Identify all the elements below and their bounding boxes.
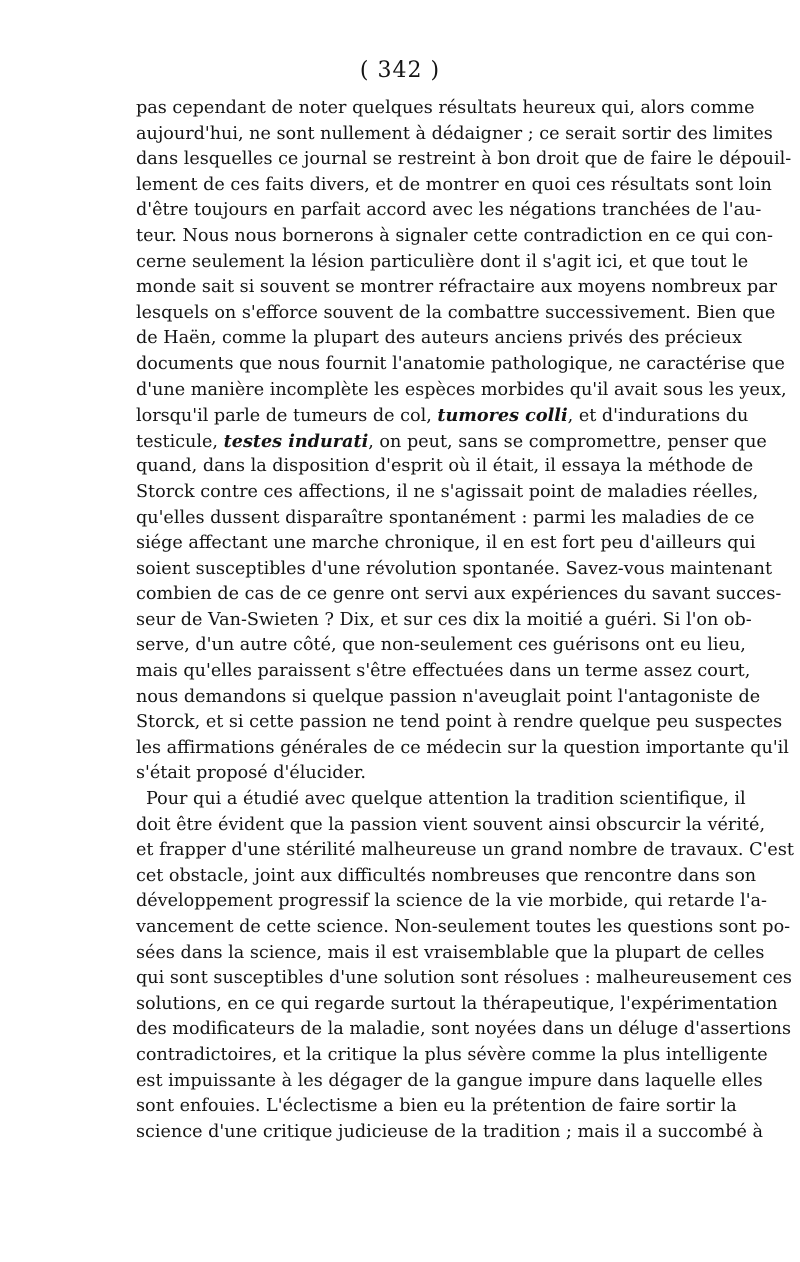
text-line [136,813,766,839]
text-segment: siége affectant une marche chronique, il en est fort peu d'ailleurs qui [136,533,756,554]
text-segment: Storck contre ces affections, il ne s'agissait point de maladies réelles, [136,481,759,502]
text-line [136,480,759,506]
text-segment: seur de Van-Swieten ? Dix, et sur ces dix la moitié a guéri. Si l'on ob- [136,609,752,630]
text-segment: qui sont susceptibles d'une solution sont résolues : malheureusement ces [136,968,792,989]
text-line [136,403,749,429]
text-line [136,864,757,890]
text-segment: s'était proposé d'élucider. [136,763,366,784]
text-segment: vancement de cette science. Non-seulement toutes les questions sont po- [136,917,791,937]
text-segment: dans lesquelles ce journal se restreint à bon droit que de faire le dépouil- [136,149,792,170]
text-line [136,582,782,608]
text-line [136,198,762,224]
text-line [136,250,749,276]
text-segment: lorsqu'il parle de tumeurs de col, [136,406,438,427]
text-segment: des modificateurs de la maladie, sont noyées dans un déluge d'assertions [136,1019,792,1040]
text-line [136,915,791,941]
text-segment: serve, d'un autre côté, que non-seulement ces guérisons ont eu lieu, [136,635,746,656]
text-line [136,1043,768,1069]
text-line [136,685,761,711]
text-line [136,633,746,659]
text-line [136,147,792,173]
text-line [136,966,792,992]
text-segment: et frapper d'une stérilité malheureuse un grand nombre de travaux. C'est [136,840,794,861]
text-line [136,787,746,813]
text-line [136,659,751,685]
text-segment: pas cependant de noter quelques résultats heureux qui, alors comme [136,98,755,118]
text-segment: lement de ces faits divers, et de montrer en quoi ces résultats sont loin [136,174,772,195]
text-line [136,173,772,199]
paragraph [136,96,792,787]
text-segment: science d'une critique judicieuse de la tradition ; mais il a succombé à [136,1121,764,1142]
text-line [136,889,767,915]
text-line [136,761,681,787]
text-line [136,736,789,762]
text-segment: Storck, et si cette passion ne tend point à rendre quelque peu suspectes [136,712,783,733]
text-line [136,1120,764,1146]
text-segment: documents que nous fournit l'anatomie pathologique, ne caractérise que [136,353,785,374]
text-segment: qu'elles dussent disparaître spontanément : parmi les maladies de ce [136,507,755,528]
latin-term: testes indurati [223,430,369,452]
text-segment: cet obstacle, joint aux difficultés nombreuses que rencontre dans son [136,865,757,886]
paragraph [136,787,794,1145]
text-segment: Pour qui a étudié avec quelque attention la tradition scientifique, il [146,789,746,810]
text-segment: nous demandons si quelque passion n'aveuglait point l'antagoniste de [136,686,761,707]
latin-term: tumores colli [437,405,568,427]
text-segment: d'être toujours en parfait accord avec les négations tranchées de l'au- [136,200,762,221]
text-segment: contradictoires, et la critique la plus sévère comme la plus intelligente [136,1044,768,1065]
text-segment: testicule, [136,431,224,452]
text-segment: aujourd'hui, ne sont nullement à dédaigner ; ce serait sortir des limites [136,123,773,144]
text-segment: quand, dans la disposition d'esprit où il était, il essaya la méthode de [136,456,754,477]
text-segment: sées dans la science, mais il est vraisemblable que la plupart de celles [136,942,765,963]
text-segment: d'une manière incomplète les espèces morbides qu'il avait sous les yeux, [136,379,787,400]
text-line [136,1069,763,1095]
text-segment: cerne seulement la lésion particulière dont il s'agit ici, et que tout le [136,251,749,272]
text-line [136,557,773,583]
text-segment: les affirmations générales de ce médecin sur la question importante qu'il [136,737,789,758]
text-line [136,224,773,250]
text-segment: sont enfouies. L'éclectisme a bien eu la prétention de faire sortir la [136,1096,737,1117]
text-segment: développement progressif la science de la vie morbide, qui retarde l'a- [136,891,767,912]
text-segment: doit être évident que la passion vient souvent ainsi obscurcir la vérité, [136,814,766,835]
text-line [136,710,783,736]
text-line [136,1094,737,1120]
text-line [136,838,794,864]
text-line [136,454,754,480]
text-line [136,352,785,378]
text-line [136,275,778,301]
text-line [136,506,755,532]
text-segment: soient susceptibles d'une révolution spontanée. Savez-vous maintenant [136,558,773,579]
text-segment: de Haën, comme la plupart des auteurs anciens privés des précieux [136,328,743,349]
text-line [136,326,743,352]
text-segment: , et d'indurations du [567,406,749,427]
text-line [136,1017,792,1043]
body-text [136,96,794,1145]
text-segment: combien de cas de ce genre ont servi aux expériences du savant succes- [136,584,782,605]
text-line [136,992,778,1018]
text-line [136,96,755,122]
text-segment: mais qu'elles paraissent s'être effectuées dans un terme assez court, [136,661,751,682]
text-line [136,429,767,455]
text-line [136,122,773,148]
text-line [136,301,776,327]
text-line [136,941,765,967]
text-segment: solutions, en ce qui regarde surtout la thérapeutique, l'expérimentation [136,993,778,1014]
text-line [136,378,787,404]
text-line [136,531,756,557]
text-segment: teur. Nous nous bornerons à signaler cette contradiction en ce qui con- [136,225,773,246]
text-line [136,608,752,634]
text-segment: , on peut, sans se compromettre, penser que [368,431,767,452]
text-segment: est impuissante à les dégager de la gangue impure dans laquelle elles [136,1070,763,1091]
text-segment: monde sait si souvent se montrer réfractaire aux moyens nombreux par [136,277,778,298]
page-number: ( 342 ) [359,58,441,83]
text-segment: lesquels on s'efforce souvent de la combattre successivement. Bien que [136,302,776,323]
